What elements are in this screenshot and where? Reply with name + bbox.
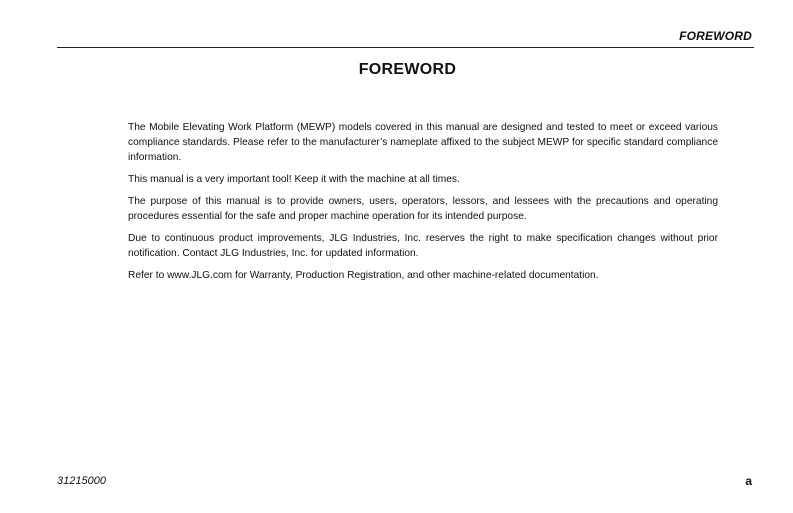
running-header-title: FOREWORD: [679, 29, 752, 43]
paragraph-website-reference: Refer to www.JLG.com for Warranty, Production Registration, and other machine-related documentation.: [128, 270, 599, 281]
page-number: a: [745, 474, 752, 488]
page-title: FOREWORD: [358, 61, 457, 78]
body-text: [128, 120, 718, 290]
paragraph-compliance: The Mobile Elevating Work Platform (MEWP) models covered in this manual are designed and tested to meet or exceed various compliance standards. Please refer to the manufacturer’s nameplate affixed to the subject MEWP for specific standard compliance information.: [128, 122, 718, 163]
paragraph-purpose: The purpose of this manual is to provide owners, users, operators, lessors, and lessees with the precautions and operating procedures essential for the safe and proper machine operation for its intended purpose.: [128, 196, 718, 222]
header-divider: [57, 47, 754, 48]
paragraph-important-tool: This manual is a very important tool! Keep it with the machine at all times.: [128, 174, 460, 185]
paragraph-product-improvements: Due to continuous product improvements, JLG Industries, Inc. reserves the right to make specification changes without prior notification. Contact JLG Industries, Inc. for updated information.: [128, 233, 718, 259]
document-number: 31215000: [57, 475, 106, 487]
